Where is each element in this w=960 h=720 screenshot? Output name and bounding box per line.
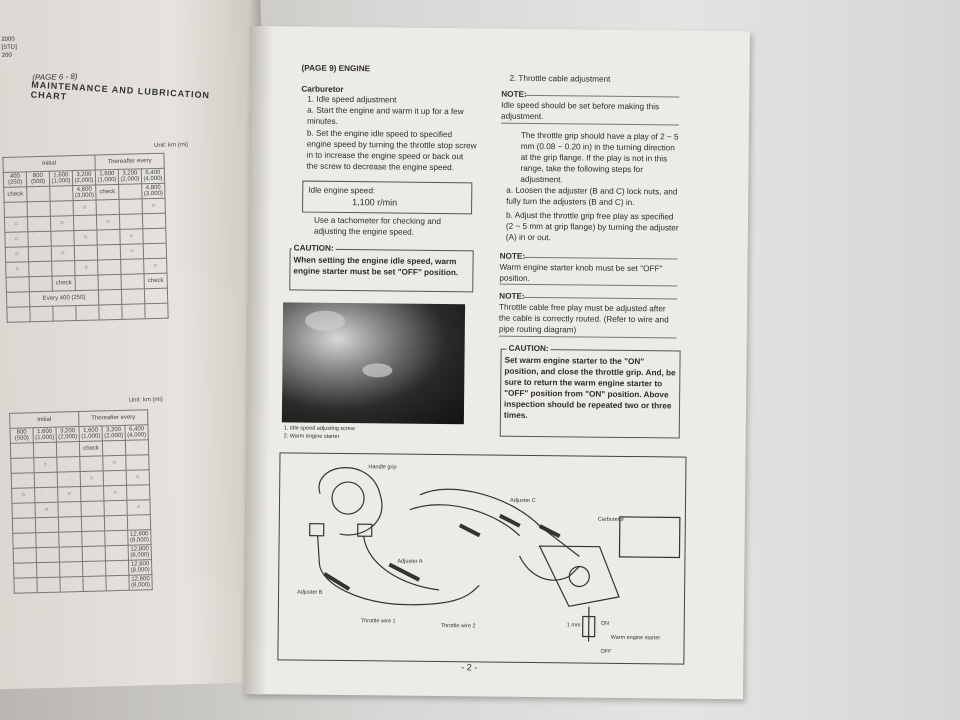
label-off: OFF	[600, 648, 612, 655]
table-cell: 400 (250)	[3, 172, 26, 188]
caution-title: CAUTION:	[292, 242, 336, 253]
page-reference: (PAGE 9) ENGINE	[301, 63, 371, 74]
step-text: a. Loosen the adjuster (B and C) lock nuts, and fully turn the adjusters (B and C) in.	[506, 185, 678, 208]
table-header: Initial	[10, 412, 79, 429]
idle-speed-value: 1,100 r/min	[352, 197, 398, 208]
page-number: - 2 -	[461, 662, 478, 673]
table-cell: 3,200 (2,000)	[56, 427, 79, 443]
left-page	[0, 0, 278, 690]
label-handle-grip: Handle grip	[368, 464, 397, 471]
unit-label: Unit: km (mi)	[128, 396, 163, 404]
header-code: 200	[1, 52, 12, 59]
caution-title: CAUTION:	[507, 343, 551, 354]
table-cell: 12,800 (8,000)	[129, 575, 152, 591]
label-on: ON	[600, 620, 610, 627]
caution-text: When setting the engine idle speed, warm engine starter must be set "OFF" position.	[293, 255, 459, 278]
label-warm-engine-starter: Warm engine starter	[610, 634, 661, 642]
label-adjuster-c: Adjuster C	[510, 497, 536, 505]
throttle-cable-diagram	[277, 452, 686, 664]
label-throttle-wire-1: Throttle wire 1	[360, 618, 396, 625]
note-title: NOTE:	[499, 251, 526, 261]
table-cell: 1,600 (1,000)	[33, 427, 56, 443]
table-cell: check	[144, 273, 167, 289]
table-header: Thereafter every	[79, 410, 148, 427]
table-cell: 3,200 (2,000)	[72, 170, 95, 186]
note-text: Throttle cable free play must be adjusted after the cable is correctly routed. (Refer to wire and pipe routing diagram)	[498, 302, 669, 335]
table-cell: Every 400 (250)	[29, 290, 98, 307]
photo-caption: 2. Warm engine starter	[283, 433, 340, 440]
maintenance-table-bottom: Initial Thereafter every 800 (500) 1,600 (1,000) 3,200 (2,000) 1,600 (1,000) 3,200 (2,000) 6,400 (4,000) check ○ ○ ○ ○ ○ ○ ○ ○ ○ 12,800 (8,000) 12,800 (8,000) 12,800 (8,000) 12,800 (8,000)	[9, 409, 153, 594]
label-adjuster-a: Adjuster A	[397, 558, 423, 565]
note-text: Idle speed should be set before making this adjustment.	[501, 100, 660, 122]
table-header: Thereafter every	[95, 153, 164, 170]
note-title: NOTE:	[501, 89, 527, 99]
label-carburetor: Carburetor	[597, 516, 625, 523]
photo-caption: 1. Idle speed adjusting screw	[283, 425, 355, 433]
play-text: The throttle grip should have a play of 2 ~ 5 mm (0.08 ~ 0.20 in) in the turning direction at the grip flange. If the play is not in this range, take the following steps for adjustment.	[520, 130, 679, 185]
table-cell: 3,200 (2,000)	[118, 169, 141, 185]
table-cell: 3,200 (2,000)	[102, 425, 125, 441]
table-cell: 4,800 (3,000)	[142, 183, 165, 199]
step-text: b. Adjust the throttle grip free play as specified (2 ~ 5 mm at grip flange) by turning the adjuster (A) in or out.	[505, 210, 679, 243]
table-cell: check	[52, 276, 75, 292]
note-title: NOTE:	[499, 291, 525, 301]
table-cell: 12,800 (8,000)	[128, 545, 151, 561]
header-code: 2000	[1, 36, 15, 43]
maintenance-table-top: Initial Thereafter every 400 (250) 800 (500) 1,600 (1,000) 3,200 (2,000) 1,600 (1,000) 3,200 (2,000) 6,400 (4,000) check 4,800 (3,000) check 4,800 (3,000) ○ ○ ○ ○ ○ ○ ○ ○ ○ ○ ○ ○ ○ ○ check check Every 400 (250)	[2, 153, 168, 323]
step-text: a. Start the engine and warm it up for a few minutes.	[306, 105, 464, 126]
table-cell: 1,600 (1,000)	[79, 426, 102, 442]
table-cell: 6,400 (4,000)	[125, 425, 148, 441]
left-title: MAINTENANCE AND LUBRICATION CHART	[30, 79, 211, 102]
tachometer-note: Use a tachometer for checking and adjusting the engine speed.	[313, 215, 441, 237]
label-throttle-wire-2: Throttle wire 2	[440, 623, 476, 630]
table-cell: 1,600 (1,000)	[49, 171, 72, 187]
step-text: b. Set the engine idle speed to specified engine speed by turning the throttle stop screw in to increase the engine speed or back out the screw to decrease the engine speed.	[306, 128, 477, 173]
table-cell: 800 (500)	[10, 428, 33, 444]
right-page	[243, 26, 750, 699]
label-1mm: 1 mm	[566, 622, 581, 629]
note-text: Warm engine starter knob must be set "OFF" position.	[499, 262, 663, 283]
caution-text: Set warm engine starter to the "ON" position, and close the throttle grip. And, be sure to return the warm engine starter to "OFF" position from "ON" position. Above inspection should be repeated two or three times.	[503, 355, 676, 420]
table-cell: 12,800 (8,000)	[128, 530, 151, 546]
table-header: Initial	[3, 155, 95, 172]
idle-speed-label: Idle engine speed:	[308, 185, 376, 196]
item-heading: 1. Idle speed adjustment	[307, 94, 397, 105]
cable-routing-illustration	[278, 453, 685, 663]
table-cell: 800 (500)	[26, 171, 49, 187]
table-cell: check	[4, 187, 27, 203]
table-cell: check	[96, 184, 119, 200]
table-cell: 6,400 (4,000)	[141, 168, 164, 184]
table-cell: 4,800 (3,000)	[73, 185, 96, 201]
item-heading: 2. Throttle cable adjustment	[509, 73, 611, 84]
carburetor-photo	[282, 302, 465, 424]
table-cell: check	[79, 441, 102, 457]
header-code: [STD]	[1, 44, 17, 51]
section-heading: Carburetor	[301, 84, 344, 94]
table-cell: 1,600 (1,000)	[95, 169, 118, 185]
unit-label: Unit: km (mi)	[154, 142, 189, 149]
table-cell: 12,800 (8,000)	[128, 560, 151, 576]
left-reference: (PAGE 6 - 8)	[32, 71, 78, 83]
label-adjuster-b: Adjuster B	[297, 589, 323, 596]
